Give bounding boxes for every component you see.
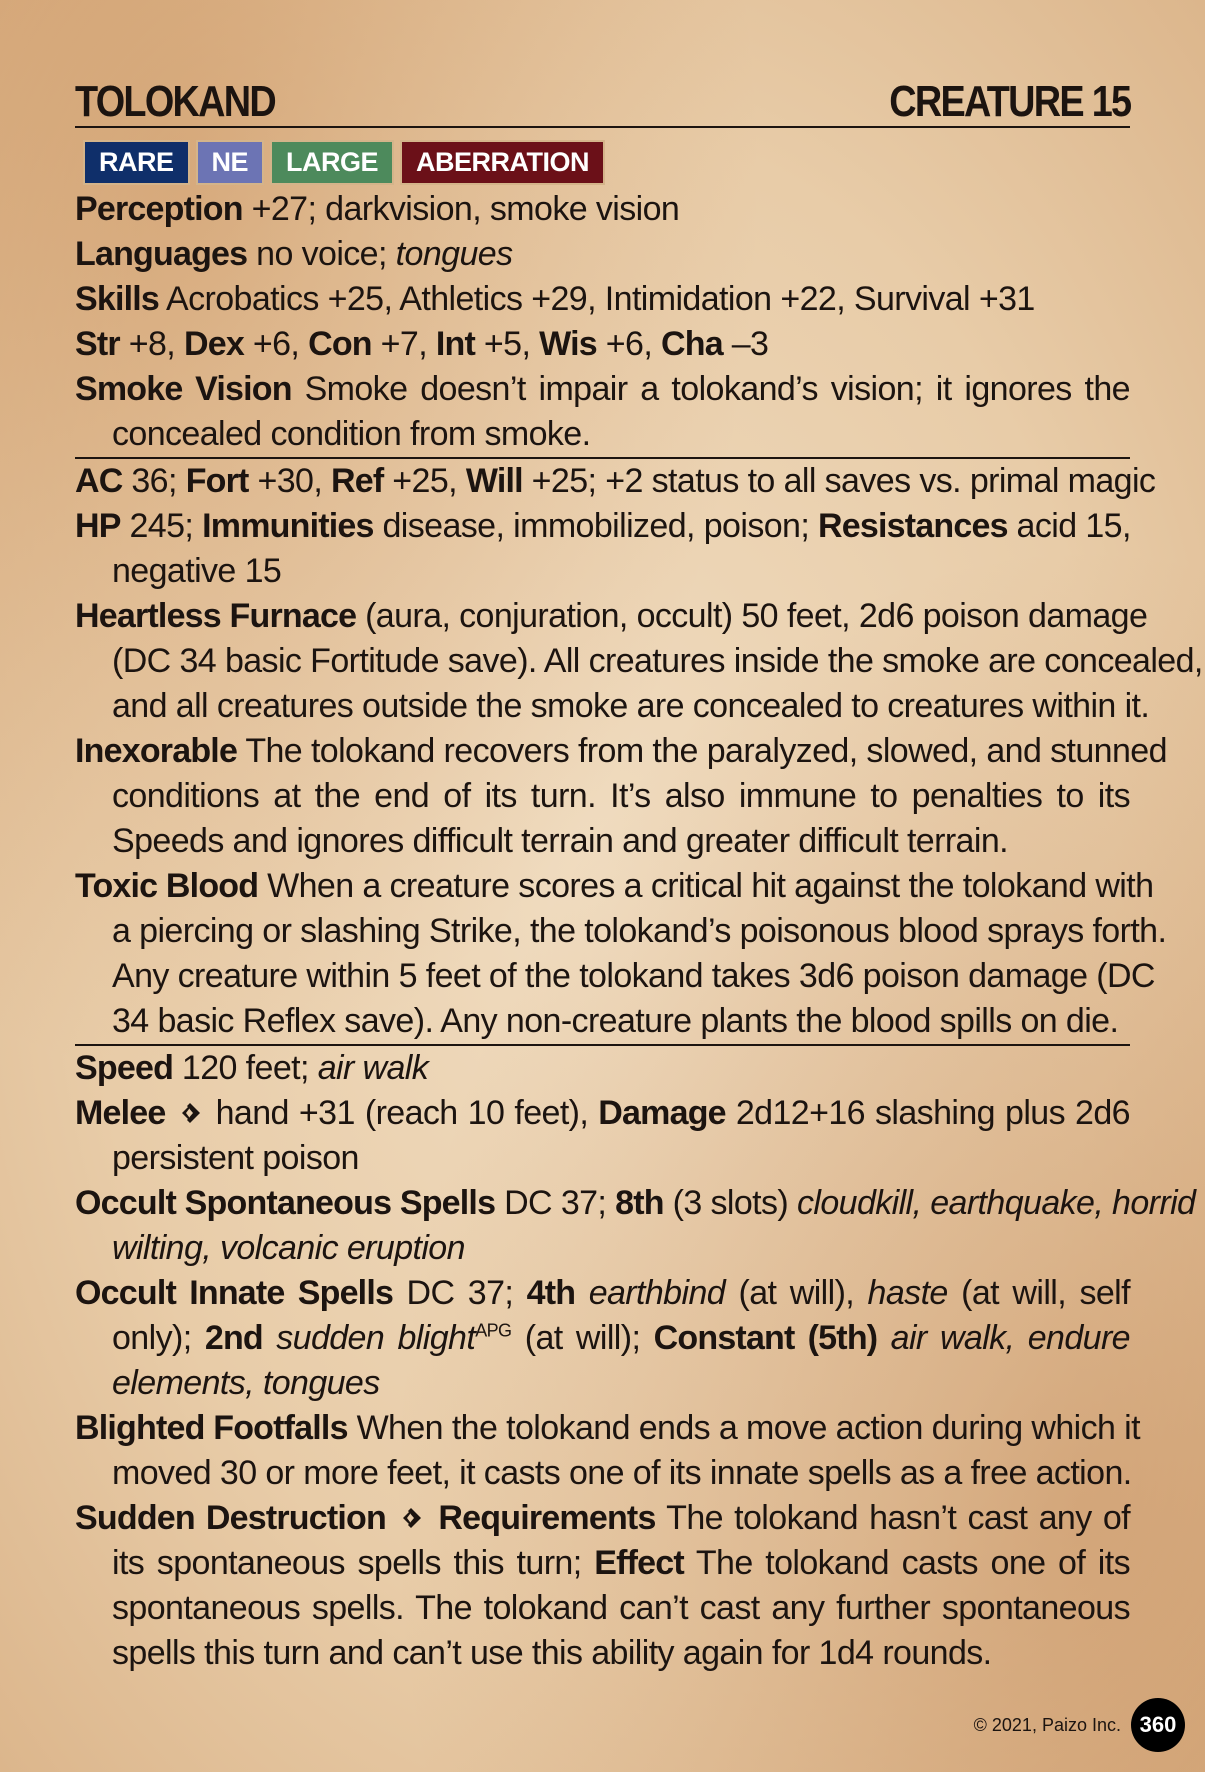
damage-text: 2d12+16 slashing plus 2d6 bbox=[735, 1094, 1130, 1132]
perception-line bbox=[75, 187, 1130, 232]
smoke-vision-cont: concealed condition from smoke. bbox=[75, 412, 1130, 459]
str-label: Str bbox=[75, 325, 120, 363]
immunities-label: Immunities bbox=[202, 507, 374, 545]
melee-label: Melee bbox=[75, 1094, 166, 1132]
heartless-furnace-label: Heartless Furnace bbox=[75, 597, 357, 635]
constant-spells: air walk, endure bbox=[890, 1319, 1130, 1357]
ref-value: +25, bbox=[392, 462, 466, 500]
hp-line-cont: negative 15 bbox=[112, 552, 282, 590]
languages-italic: tongues bbox=[395, 235, 513, 273]
occult-spontaneous-line bbox=[75, 1181, 1196, 1226]
innate-constant: Constant (5th) bbox=[653, 1319, 878, 1357]
trait-rarity: RARE bbox=[83, 140, 190, 185]
blighted-footfalls-text: When the tolokand ends a move action during which it bbox=[356, 1409, 1140, 1447]
sudden-destruction-label: Sudden Destruction bbox=[75, 1499, 386, 1537]
hp-line bbox=[75, 504, 1130, 549]
skills-line bbox=[75, 277, 1130, 322]
requirements-label: Requirements bbox=[438, 1499, 656, 1537]
toxic-blood-cont-3: 34 basic Reflex save). Any non-creature plants the blood spills on die. bbox=[75, 999, 1130, 1046]
innate-rank-2: 2nd bbox=[204, 1319, 263, 1357]
innate-self: (at will, self bbox=[947, 1274, 1130, 1312]
creature-level: CREATURE 15 bbox=[888, 77, 1130, 126]
occult-spontaneous-cont bbox=[75, 1226, 1130, 1271]
sudden-destruction-cont-2: spontaneous spells. The tolokand can’t cast any further spontaneous bbox=[112, 1589, 1130, 1627]
stat-block bbox=[75, 70, 1203, 1676]
spell-earthbind: earthbind bbox=[588, 1274, 726, 1312]
perception-text: +27; darkvision, smoke vision bbox=[251, 190, 680, 228]
heartless-furnace-cont-2: and all creatures outside the smoke are concealed to creatures within it. bbox=[112, 687, 1150, 725]
heartless-furnace-text: (aura, conjuration, occult) 50 feet, 2d6 poison damage bbox=[365, 597, 1148, 635]
creature-name: TOLOKAND bbox=[75, 77, 275, 126]
perception-label: Perception bbox=[75, 190, 243, 228]
occult-innate-cont-1 bbox=[75, 1316, 1130, 1361]
dex-value: +6, bbox=[252, 325, 309, 363]
effect-label: Effect bbox=[594, 1544, 684, 1582]
inexorable-cont-2: Speeds and ignores difficult terrain and greater difficult terrain. bbox=[112, 822, 1008, 860]
occult-innate-line bbox=[75, 1271, 1130, 1316]
occult-spontaneous-label: Occult Spontaneous Spells bbox=[75, 1184, 496, 1222]
stat-lines bbox=[75, 187, 1203, 1676]
spell-haste: haste bbox=[867, 1274, 948, 1312]
cha-value: –3 bbox=[731, 325, 769, 363]
cha-label: Cha bbox=[661, 325, 723, 363]
sudden-destruction-cont-3: spells this turn and can’t use this ability again for 1d4 rounds. bbox=[112, 1634, 992, 1672]
sudden-destruction-cont-1 bbox=[75, 1541, 1130, 1586]
sudden-destruction-text-2a: its spontaneous spells this turn; bbox=[112, 1544, 595, 1582]
skills-label: Skills bbox=[75, 280, 160, 318]
ref-label: Ref bbox=[331, 462, 384, 500]
hp-label: HP bbox=[75, 507, 121, 545]
heartless-furnace-cont-1: (DC 34 basic Fortitude save). All creatures inside the smoke are concealed, bbox=[112, 642, 1203, 680]
ability-scores-line bbox=[75, 322, 1130, 367]
toxic-blood-text: When a creature scores a critical hit against the tolokand with bbox=[267, 867, 1154, 905]
speed-label: Speed bbox=[75, 1049, 174, 1087]
melee-line bbox=[75, 1091, 1130, 1136]
ac-value: 36; bbox=[131, 462, 186, 500]
page-number: 360 bbox=[1131, 1698, 1185, 1752]
trait-alignment: NE bbox=[196, 140, 265, 185]
trait-list bbox=[83, 140, 1130, 185]
single-action-icon bbox=[397, 1503, 427, 1533]
occult-spontaneous-spells-cont: wilting, volcanic eruption bbox=[112, 1229, 465, 1267]
speed-text: 120 feet; bbox=[181, 1049, 318, 1087]
resistances-label: Resistances bbox=[818, 507, 1008, 545]
str-value: +8, bbox=[128, 325, 184, 363]
heartless-furnace-line bbox=[75, 594, 1148, 639]
resistances-value: acid 15, bbox=[1016, 507, 1131, 545]
toxic-blood-cont-1: a piercing or slashing Strike, the tolokand’s poisonous blood sprays forth. bbox=[112, 912, 1167, 950]
ac-label: AC bbox=[75, 462, 123, 500]
trait-size: LARGE bbox=[270, 140, 394, 185]
occult-innate-cont-2 bbox=[75, 1361, 1130, 1406]
damage-label: Damage bbox=[598, 1094, 726, 1132]
con-label: Con bbox=[308, 325, 372, 363]
copyright: © 2021, Paizo Inc. bbox=[973, 1714, 1121, 1735]
con-value: +7, bbox=[380, 325, 436, 363]
sudden-destruction-text: The tolokand hasn’t cast any of bbox=[666, 1499, 1130, 1537]
languages-text: no voice; bbox=[256, 235, 396, 273]
int-value: +5, bbox=[483, 325, 540, 363]
sudden-destruction-line bbox=[75, 1496, 1130, 1541]
fort-value: +30, bbox=[257, 462, 332, 500]
inexorable-cont-1: conditions at the end of its turn. It’s also immune to penalties to its bbox=[112, 777, 1130, 815]
inexorable-text: The tolokand recovers from the paralyzed, slowed, and stunned bbox=[245, 732, 1167, 770]
occult-innate-dc: DC 37; bbox=[406, 1274, 527, 1312]
will-label: Will bbox=[465, 462, 523, 500]
trait-type: ABERRATION bbox=[400, 140, 605, 185]
single-action-icon bbox=[176, 1098, 206, 1128]
blighted-footfalls-cont: moved 30 or more feet, it casts one of its innate spells as a free action. bbox=[112, 1454, 1132, 1492]
footer bbox=[974, 1698, 1185, 1752]
hp-value: 245; bbox=[129, 507, 203, 545]
speed-line bbox=[75, 1046, 1130, 1091]
occult-innate-label: Occult Innate Spells bbox=[75, 1274, 394, 1312]
wis-label: Wis bbox=[539, 325, 597, 363]
blighted-footfalls-line bbox=[75, 1406, 1140, 1451]
inexorable-line bbox=[75, 729, 1167, 774]
defense-line bbox=[75, 459, 1156, 504]
innate-at-will: (at will), bbox=[725, 1274, 868, 1312]
melee-text: hand +31 (reach 10 feet), bbox=[215, 1094, 599, 1132]
title-bar bbox=[75, 70, 1130, 128]
occult-spontaneous-spells: cloudkill, earthquake, horrid bbox=[796, 1184, 1196, 1222]
wis-value: +6, bbox=[605, 325, 662, 363]
spell-sudden-blight: sudden blight bbox=[276, 1319, 476, 1357]
int-label: Int bbox=[435, 325, 476, 363]
toxic-blood-label: Toxic Blood bbox=[75, 867, 259, 905]
speed-italic: air walk bbox=[317, 1049, 429, 1087]
melee-cont: persistent poison bbox=[112, 1139, 359, 1177]
innate-rank-4: 4th bbox=[526, 1274, 576, 1312]
apg-superscript: APG bbox=[475, 1320, 512, 1341]
toxic-blood-line bbox=[75, 864, 1154, 909]
smoke-vision-text: Smoke doesn’t impair a tolokand’s vision; it ignores the bbox=[304, 370, 1130, 408]
occult-spontaneous-rank: 8th bbox=[615, 1184, 664, 1222]
sudden-destruction-text-2b: The tolokand casts one of its bbox=[695, 1544, 1131, 1582]
toxic-blood-cont-2: Any creature within 5 feet of the tolokand takes 3d6 poison damage (DC bbox=[112, 957, 1155, 995]
blighted-footfalls-label: Blighted Footfalls bbox=[75, 1409, 348, 1447]
innate-at-will-2: (at will); bbox=[511, 1319, 654, 1357]
dex-label: Dex bbox=[183, 325, 244, 363]
occult-spontaneous-slots: (3 slots) bbox=[672, 1184, 797, 1222]
smoke-vision-label: Smoke Vision bbox=[75, 370, 292, 408]
languages-line bbox=[75, 232, 1130, 277]
skills-text: Acrobatics +25, Athletics +29, Intimidation +22, Survival +31 bbox=[166, 280, 1035, 318]
innate-only: only); bbox=[112, 1319, 205, 1357]
fort-label: Fort bbox=[185, 462, 249, 500]
occult-spontaneous-dc: DC 37; bbox=[504, 1184, 616, 1222]
languages-label: Languages bbox=[75, 235, 248, 273]
constant-spells-cont: elements, tongues bbox=[112, 1364, 380, 1402]
immunities-value: disease, immobilized, poison; bbox=[382, 507, 819, 545]
smoke-vision-line bbox=[75, 367, 1130, 412]
inexorable-label: Inexorable bbox=[75, 732, 238, 770]
will-value: +25; +2 status to all saves vs. primal magic bbox=[531, 462, 1156, 500]
